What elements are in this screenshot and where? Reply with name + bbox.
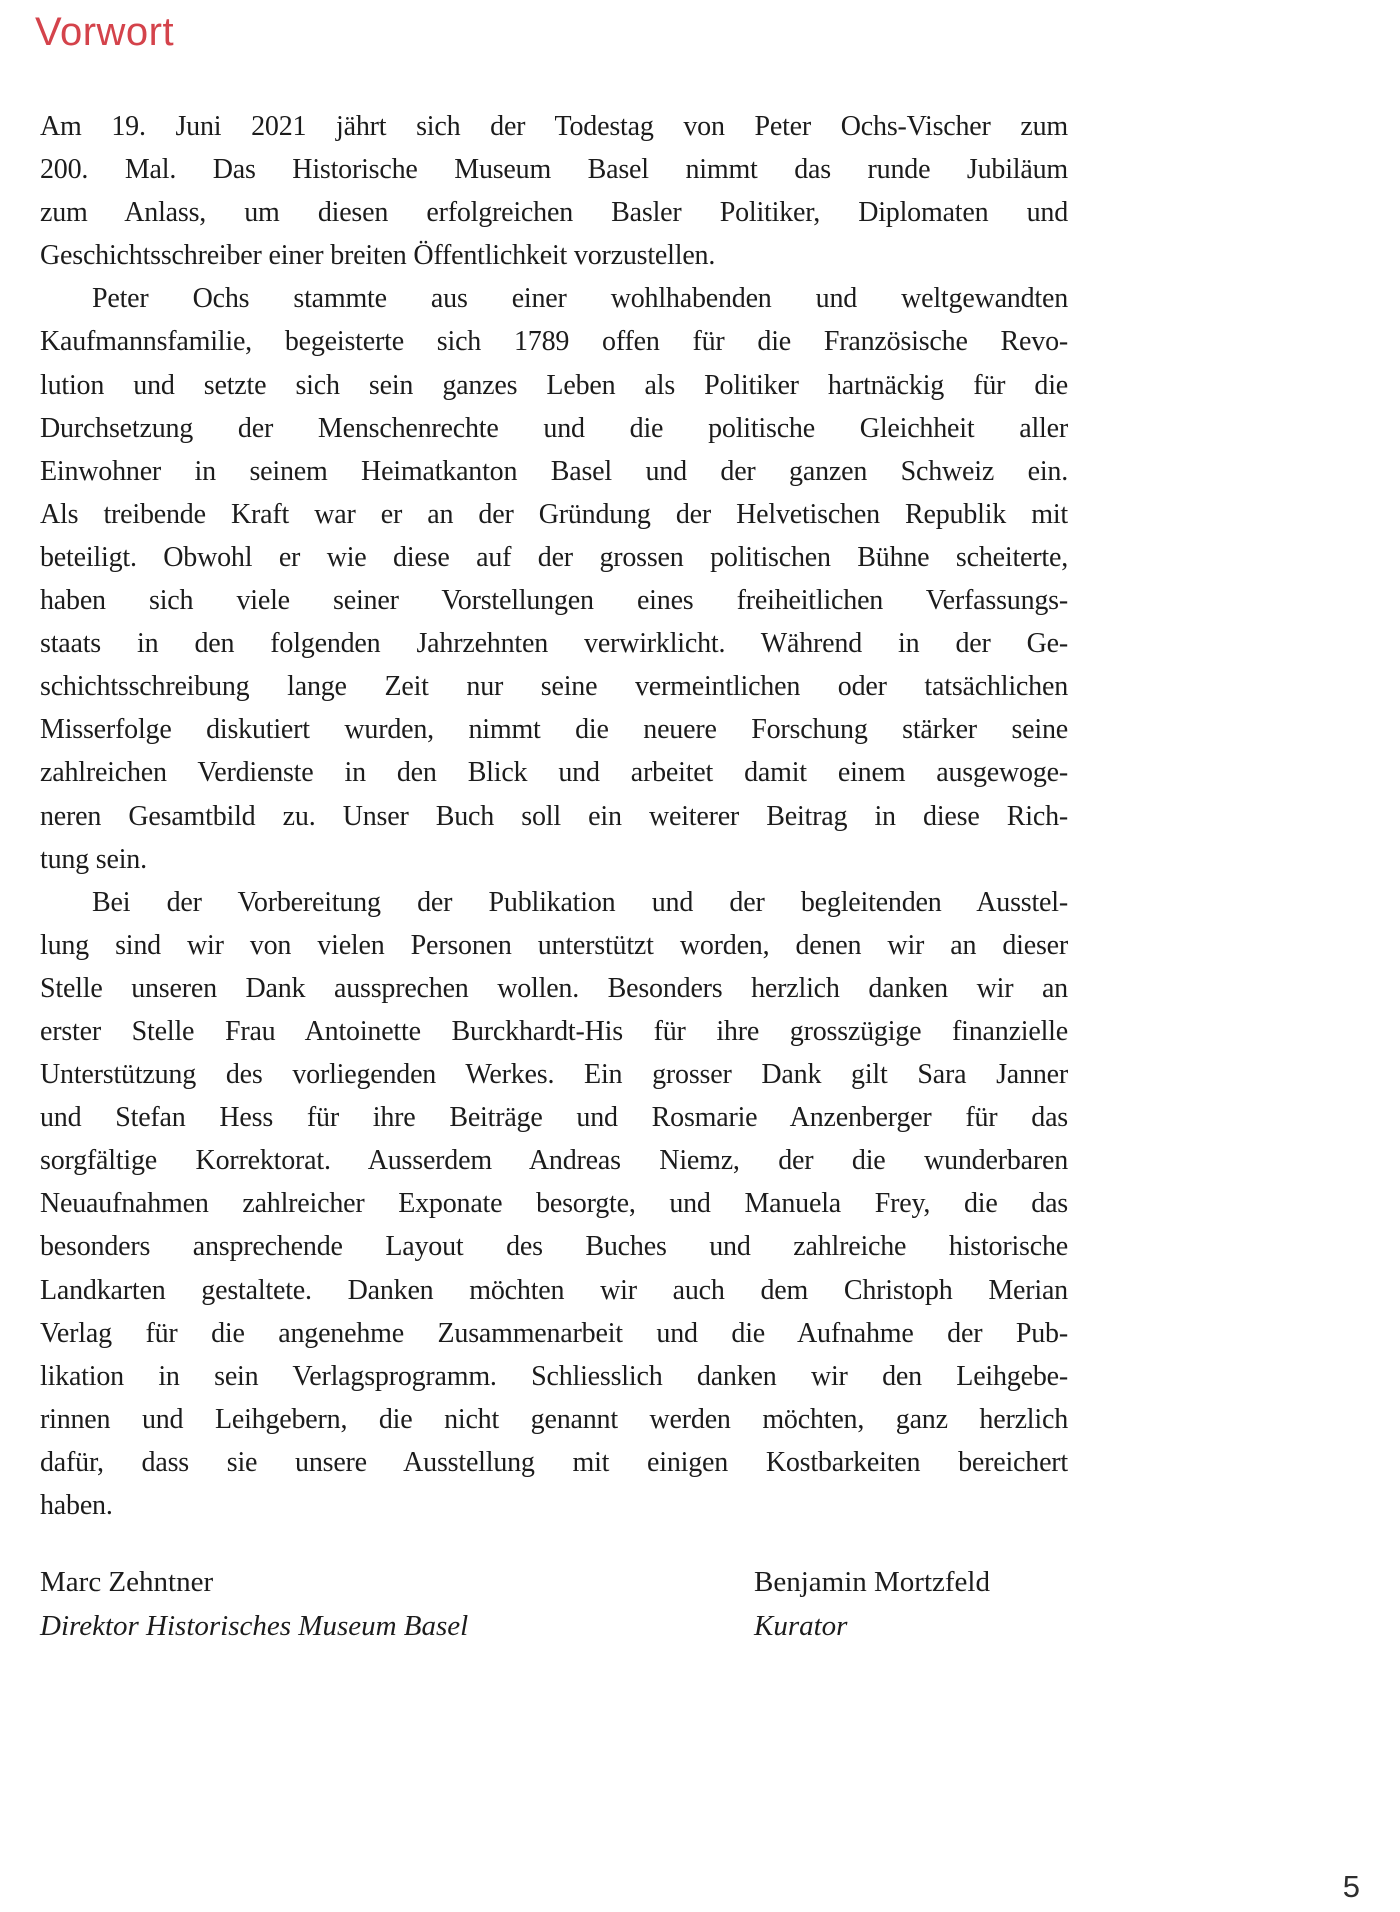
page-number: 5 [1342,1869,1360,1904]
text-line: Unterstützung des vorliegenden Werkes. Ein grosser Dank gilt Sara Janner [40,1059,1068,1091]
director-name: Marc Zehntner [40,1566,214,1598]
text-line: haben. [40,1490,113,1521]
text-line: staats in den folgenden Jahrzehnten verwirklicht. Während in der Ge- [40,628,1068,660]
text-line: Verlag für die angenehme Zusammenarbeit und die Aufnahme der Pub- [40,1317,1068,1349]
director-title: Direktor Historisches Museum Basel [40,1609,469,1642]
page-title: Vorwort [35,10,175,54]
paragraph-2 [40,277,1068,880]
text-line: Durchsetzung der Menschenrechte und die politische Gleichheit aller [40,412,1068,444]
text-line: zum Anlass, um diesen erfolgreichen Basler Politiker, Diplomaten und [40,197,1068,229]
text-line: Stelle unseren Dank aussprechen wollen. Besonders herzlich danken wir an [40,972,1068,1004]
signature-curator [754,1561,990,1648]
text-line: tung sein. [40,843,147,875]
text-line: Als treibende Kraft war er an der Gründung der Helvetischen Republik mit [40,498,1068,530]
text-line: schichtsschreibung lange Zeit nur seine vermeintlichen oder tatsächlichen [40,671,1068,703]
text-line: Landkarten gestaltete. Danken möchten wir auch dem Christoph Merian [40,1274,1068,1306]
curator-title: Kurator [754,1609,848,1642]
text-line: lung sind wir von vielen Personen unterstützt worden, denen wir an dieser [40,929,1068,961]
text-line: rinnen und Leihgebern, die nicht genannt werden möchten, ganz herzlich [40,1403,1068,1435]
text-line: Neuaufnahmen zahlreicher Exponate besorgte, und Manuela Frey, die das [40,1188,1068,1220]
foreword-body [40,105,1068,1527]
text-line: haben sich viele seiner Vorstellungen eines freiheitlichen Verfassungs- [40,585,1068,617]
paragraph-3 [40,881,1068,1527]
text-line: erster Stelle Frau Antoinette Burckhardt-His für ihre grosszügige finanzielle [40,1015,1068,1047]
text-line: Geschichtsschreiber einer breiten Öffentlichkeit vorzustellen. [40,240,716,272]
text-line: Einwohner in seinem Heimatkanton Basel und der ganzen Schweiz ein. [40,455,1068,487]
text-line: neren Gesamtbild zu. Unser Buch soll ein weiterer Beitrag in diese Rich- [40,800,1068,832]
text-line: Am 19. Juni 2021 jährt sich der Todestag von Peter Ochs-Vischer zum [40,111,1068,142]
text-line: dafür, dass sie unsere Ausstellung mit einigen Kostbarkeiten bereichert [40,1446,1068,1478]
text-line: Bei der Vorbereitung der Publikation und der begleitenden Ausstel- [92,886,1068,918]
signature-director [40,1561,468,1648]
text-line: lution und setzte sich sein ganzes Leben als Politiker hartnäckig für die [40,369,1068,401]
curator-name: Benjamin Mortzfeld [754,1566,990,1598]
text-line: besonders ansprechende Layout des Buches und zahlreiche historische [40,1231,1068,1263]
paragraph-1 [40,105,1068,277]
text-line: 200. Mal. Das Historische Museum Basel nimmt das runde Jubiläum [40,154,1068,186]
text-line: und Stefan Hess für ihre Beiträge und Rosmarie Anzenberger für das [40,1102,1068,1134]
text-line: Kaufmannsfamilie, begeisterte sich 1789 offen für die Französische Revo- [40,326,1068,358]
text-line: beteiligt. Obwohl er wie diese auf der grossen politischen Bühne scheiterte, [40,541,1068,573]
text-line: zahlreichen Verdienste in den Blick und arbeitet damit einem ausgewoge- [40,757,1068,789]
text-line: likation in sein Verlagsprogramm. Schliesslich danken wir den Leihgebe- [40,1360,1068,1392]
text-line: sorgfältige Korrektorat. Ausserdem Andreas Niemz, der die wunderbaren [40,1145,1068,1177]
text-line: Misserfolge diskutiert wurden, nimmt die neuere Forschung stärker seine [40,714,1068,746]
text-line: Peter Ochs stammte aus einer wohlhabenden und weltgewandten [92,283,1068,315]
